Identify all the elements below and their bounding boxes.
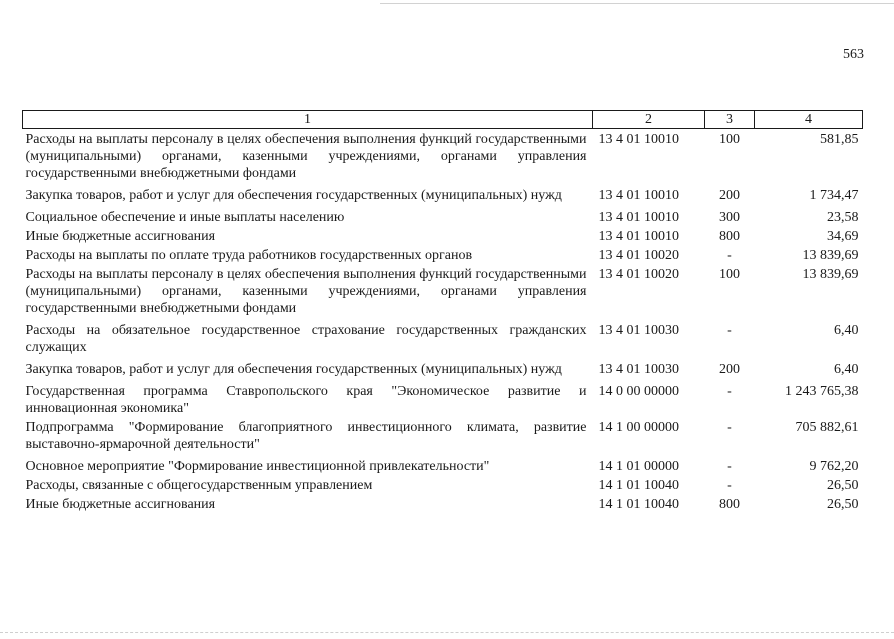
- table-row: [23, 207, 863, 226]
- row-description: Государственная программа Ставропольского края "Экономическое развитие и инновационная экономика": [25, 384, 587, 416]
- row-code: 13 4 01 10020: [598, 248, 679, 263]
- table-row: [23, 475, 863, 494]
- row-expense-type: -: [727, 420, 732, 435]
- row-amount: 705 882,61: [795, 420, 859, 435]
- row-expense-type: 100: [719, 132, 740, 147]
- row-description: Закупка товаров, работ и услуг для обеспечения государственных (муниципальных) нужд: [25, 362, 562, 377]
- row-description: Основное мероприятие "Формирование инвестиционной привлекательности": [25, 459, 490, 474]
- row-description: Расходы на выплаты персоналу в целях обеспечения выполнения функций государственными (муниципальными) органами, казенными учреждениями, органами управления государственными внебюджетными фондами: [25, 132, 587, 181]
- header-row: [23, 111, 863, 129]
- row-description: Закупка товаров, работ и услуг для обеспечения государственных (муниципальных) нужд: [25, 188, 562, 203]
- row-amount: 6,40: [834, 362, 859, 377]
- row-amount: 6,40: [834, 323, 859, 338]
- row-amount: 13 839,69: [802, 267, 859, 282]
- table-row: [23, 264, 863, 320]
- row-description: Иные бюджетные ассигнования: [25, 497, 216, 512]
- row-amount: 23,58: [827, 210, 859, 225]
- row-code: 13 4 01 10010: [598, 210, 679, 225]
- row-amount: 581,85: [820, 132, 859, 147]
- row-code: 13 4 01 10030: [598, 362, 679, 377]
- row-description: Иные бюджетные ассигнования: [25, 229, 216, 244]
- col-header-2: 2: [593, 111, 705, 129]
- row-expense-type: 100: [719, 267, 740, 282]
- row-expense-type: 800: [719, 497, 740, 512]
- table-row: [23, 381, 863, 417]
- table-row: [23, 129, 863, 186]
- budget-table: [22, 110, 863, 513]
- row-code: 13 4 01 10020: [598, 267, 679, 282]
- row-amount: 1 243 765,38: [785, 384, 859, 399]
- row-expense-type: -: [727, 384, 732, 399]
- row-description: Расходы на выплаты по оплате труда работников государственных органов: [25, 248, 473, 263]
- row-expense-type: 800: [719, 229, 740, 244]
- row-code: 14 0 00 00000: [598, 384, 679, 399]
- col-header-1: 1: [23, 111, 593, 129]
- row-description: Подпрограмма "Формирование благоприятного инвестиционного климата, развитие выставочно-ярмарочной деятельности": [25, 420, 587, 452]
- row-amount: 1 734,47: [809, 188, 859, 203]
- col-header-3: 3: [705, 111, 755, 129]
- row-code: 13 4 01 10030: [598, 323, 679, 338]
- row-expense-type: 200: [719, 362, 740, 377]
- row-code: 13 4 01 10010: [598, 229, 679, 244]
- row-amount: 26,50: [827, 478, 859, 493]
- table-row: [23, 185, 863, 207]
- table-row: [23, 417, 863, 456]
- row-expense-type: -: [727, 478, 732, 493]
- page-number: 563: [843, 47, 864, 62]
- row-expense-type: -: [727, 323, 732, 338]
- row-code: 14 1 01 10040: [598, 478, 679, 493]
- table-row: [23, 320, 863, 359]
- row-code: 13 4 01 10010: [598, 188, 679, 203]
- row-expense-type: 300: [719, 210, 740, 225]
- row-amount: 13 839,69: [802, 248, 859, 263]
- table-row: [23, 359, 863, 381]
- table-row: [23, 226, 863, 245]
- table-row: [23, 494, 863, 513]
- table-row: [23, 456, 863, 475]
- row-description: Расходы на обязательное государственное страхование государственных гражданских служащих: [25, 323, 587, 355]
- row-description: Расходы на выплаты персоналу в целях обеспечения выполнения функций государственными (муниципальными) органами, казенными учреждениями, органами управления государственными внебюджетными фондами: [25, 267, 587, 316]
- row-amount: 26,50: [827, 497, 859, 512]
- row-code: 13 4 01 10010: [598, 132, 679, 147]
- col-header-4: 4: [755, 111, 863, 129]
- row-expense-type: 200: [719, 188, 740, 203]
- row-description: Социальное обеспечение и иные выплаты населению: [25, 210, 345, 225]
- row-amount: 34,69: [827, 229, 859, 244]
- scan-bottom-edge: [0, 632, 894, 633]
- row-description: Расходы, связанные с общегосударственным управлением: [25, 478, 373, 493]
- row-code: 14 1 01 10040: [598, 497, 679, 512]
- row-expense-type: -: [727, 248, 732, 263]
- scan-top-edge: [380, 3, 894, 4]
- row-expense-type: -: [727, 459, 732, 474]
- row-amount: 9 762,20: [809, 459, 859, 474]
- table-row: [23, 245, 863, 264]
- row-code: 14 1 01 00000: [598, 459, 679, 474]
- row-code: 14 1 00 00000: [598, 420, 679, 435]
